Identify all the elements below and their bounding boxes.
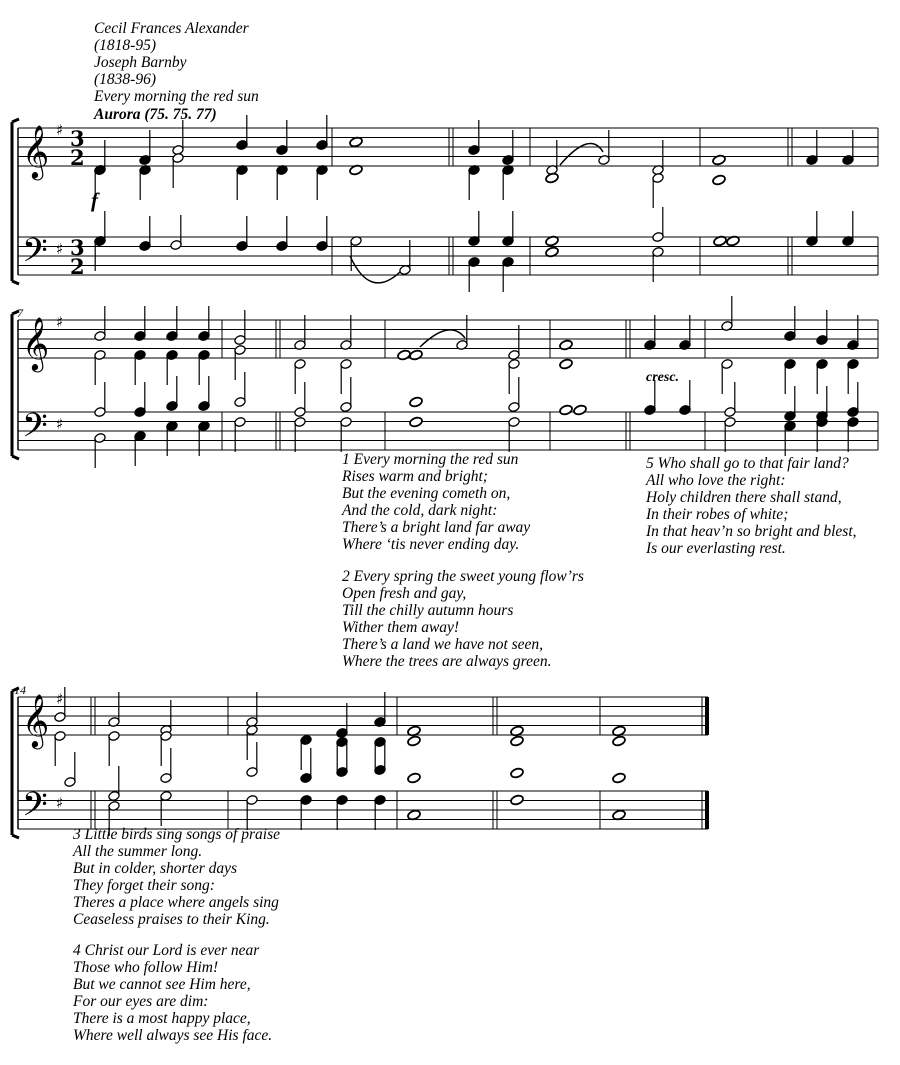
measure-number-14: 14 (14, 683, 26, 697)
note-head (545, 172, 559, 184)
note-head (407, 772, 421, 784)
verse-3 (73, 826, 280, 928)
time-sig-bottom: 2 (70, 145, 85, 170)
tune-name: Aurora (75. 75. 77) (94, 106, 217, 123)
verse-line: All who love the right: (646, 472, 786, 489)
measure-number-7: 7 (17, 306, 23, 320)
sharp-icon: ♯ (56, 313, 64, 331)
verse-line: 2 Every spring the sweet young flow’rs (342, 568, 584, 585)
verse-line: 5 Who shall go to that fair land? (646, 455, 849, 472)
sharp-icon: ♯ (56, 690, 64, 708)
time-sig-bottom: 2 (70, 254, 85, 279)
verse-line: Where well always see His face. (73, 1027, 273, 1044)
verse-line: Ceaseless praises to their King. (73, 911, 270, 928)
verse-line: 1 Every morning the red sun (342, 451, 519, 468)
note-head (612, 772, 626, 784)
verse-4 (73, 942, 272, 1044)
verse-1 (342, 451, 530, 553)
author: Cecil Frances Alexander (94, 20, 249, 37)
first-line: Every morning the red sun (94, 88, 259, 105)
note-head (510, 767, 524, 779)
composer-dates: (1838-96) (94, 71, 156, 88)
note-head (510, 735, 524, 747)
treble-clef-icon: 𝄞 (22, 124, 50, 178)
note-head (407, 735, 421, 747)
verse-line: But we cannot see Him here, (73, 976, 251, 993)
treble-clef-icon: 𝄞 (22, 693, 50, 747)
note-head (409, 396, 423, 408)
verse-line: In their robes of white; (646, 506, 789, 523)
verse-line: For our eyes are dim: (73, 993, 209, 1010)
verse-line: And the cold, dark night: (342, 502, 498, 519)
verse-line: Where ‘tis never ending day. (342, 536, 520, 553)
note-head (712, 174, 726, 186)
note-head (573, 404, 587, 416)
verse-line: 4 Christ our Lord is ever near (73, 942, 260, 959)
note-head (409, 349, 423, 361)
verse-line: Where the trees are always green. (342, 653, 552, 670)
dynamic-cresc: cresc. (646, 370, 680, 385)
verse-line: Is our everlasting rest. (646, 540, 786, 557)
verse-2 (342, 568, 584, 670)
sharp-icon: ♯ (56, 121, 64, 139)
verse-line: They forget their song: (73, 877, 215, 894)
note-head (612, 735, 626, 747)
verse-5 (646, 455, 857, 557)
author-dates: (1818-95) (94, 37, 156, 54)
verse-line: Those who follow Him! (73, 959, 219, 976)
verse-line: Till the chilly autumn hours (342, 602, 514, 619)
bass-clef-icon: 𝄢 (22, 232, 48, 278)
verse-line: But in colder, shorter days (73, 860, 238, 877)
time-sig-top: 3 (70, 126, 85, 151)
verse-line: Theres a place where angels sing (73, 894, 279, 911)
note-head (559, 358, 573, 370)
verse-line: There is a most happy place, (73, 1010, 251, 1027)
verse-line: There’s a bright land far away (342, 519, 531, 536)
verse-line: All the summer long. (73, 843, 203, 860)
note-head (559, 339, 573, 351)
verse-line: There’s a land we have not seen, (342, 636, 544, 653)
note-head (559, 404, 573, 416)
note-head (712, 154, 726, 166)
note-head (409, 416, 423, 428)
sharp-icon: ♯ (56, 794, 64, 812)
verse-line: In that heav’n so bright and blest, (646, 523, 857, 540)
sharp-icon: ♯ (56, 415, 64, 433)
note-head (397, 349, 411, 361)
verse-line: 3 Little birds sing songs of praise (73, 826, 280, 843)
note-head (510, 794, 524, 806)
dynamic-forte: f (91, 188, 98, 212)
verse-line: Holy children there shall stand, (646, 489, 842, 506)
verse-line: Wither them away! (342, 619, 460, 636)
bass-clef-icon: 𝄢 (22, 407, 48, 453)
verse-line: Open fresh and gay, (342, 585, 467, 602)
verse-line: Rises warm and bright; (342, 468, 488, 485)
time-sig-top: 3 (70, 235, 85, 260)
composer: Joseph Barnby (94, 54, 187, 71)
bass-clef-icon: 𝄢 (22, 786, 48, 832)
sharp-icon: ♯ (56, 240, 64, 258)
slur (350, 256, 400, 283)
verse-line: But the evening cometh on, (342, 485, 511, 502)
treble-clef-icon: 𝄞 (22, 316, 50, 370)
